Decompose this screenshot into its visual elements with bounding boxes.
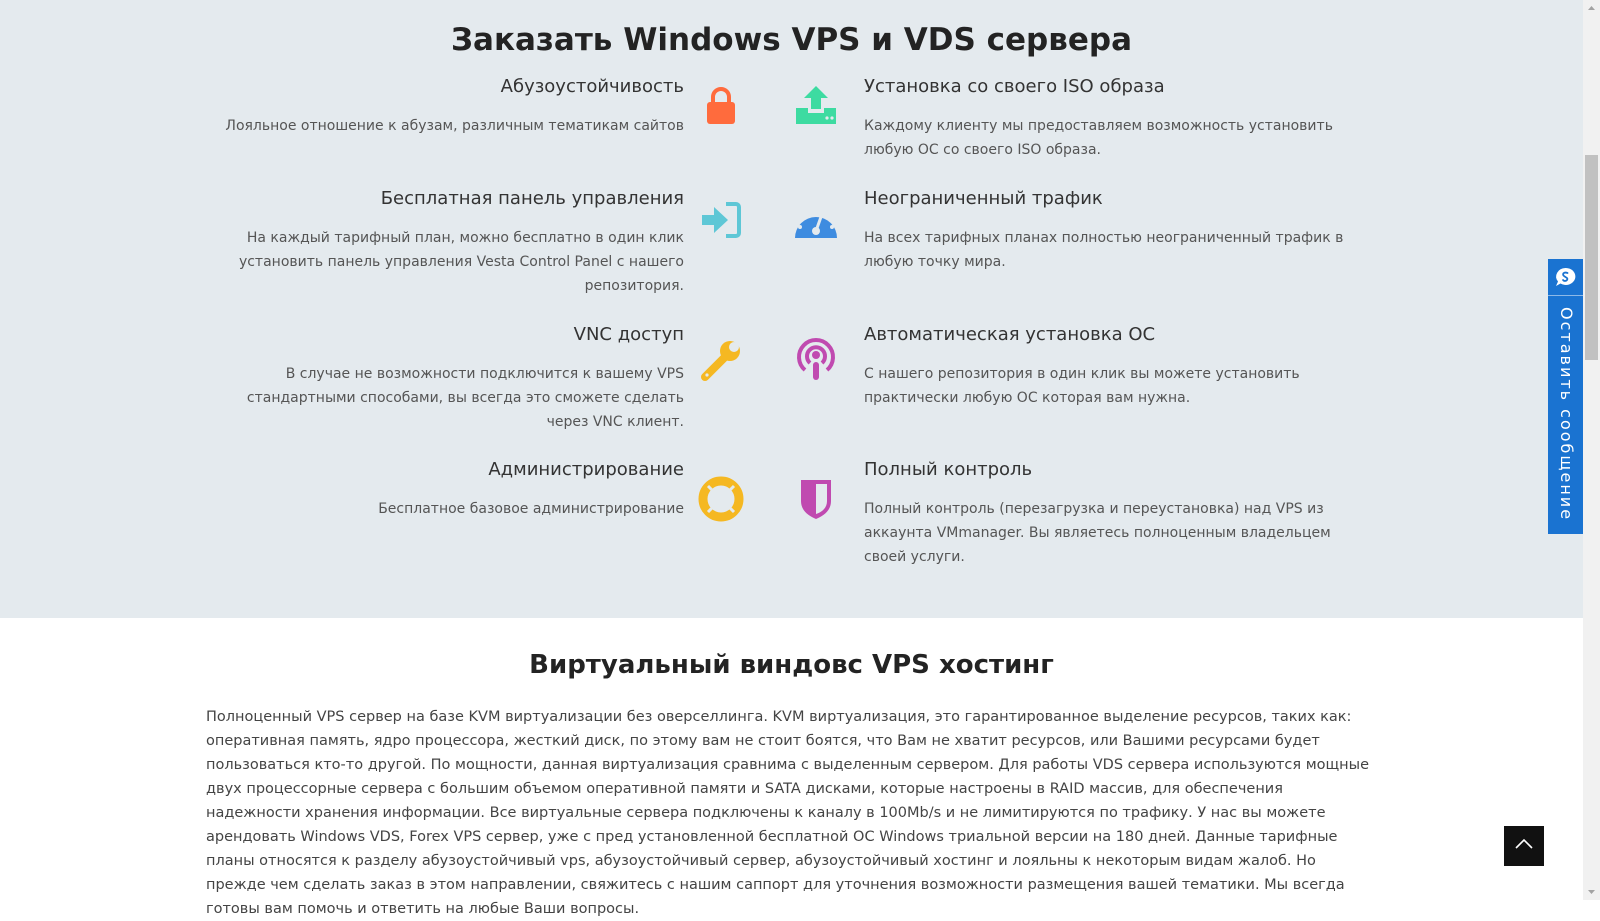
feature-auto-os-install — [864, 323, 1354, 410]
sign-in-icon — [698, 197, 744, 243]
chat-widget-label[interactable]: Оставить сообщение — [1557, 307, 1576, 522]
feature-control-panel — [204, 187, 684, 298]
feature-text: В случае не возможности подключится к вашему VPS стандартными способами, вы всегда это сможете сделать через VNC клиент. — [246, 366, 684, 430]
lifebuoy-icon — [698, 476, 744, 522]
content-text: Полноценный VPS сервер на базе KVM виртуализации без оверселлинга. KVM виртуализация, это гарантированное выделение ресурсов, таких как: оперативная память, ядро процессора, жесткий диск, по этому вам не стоит боятся, что Вам не хватит ресурсов, или Вашими ресурсами будет пользоваться кто-то другой. По мощности, данная виртуализация сравнима с выделенным сервером. Для работы VDS сервера используются мощные двух процессорные сервера с большим объемом оперативной памяти и SATA дисками, которые настроены в RAID массив, для обеспечения надежности хранения информации. Все виртуальные сервера подключены к каналу в 100Mb/s и не лимитируются по трафику. У нас вы можете арендовать Windows VDS, Forex VPS сервер, уже с пред установленной бесплатной ОС Windows триальной версии на 180 дней. Данные тарифные планы относятся к разделу абузоустойчивый vps, абузоустойчивый сервер, абузоустойчивый хостинг и лояльны к некоторым видам жалоб. Но прежде чем сделать заказ в этом направлении, свяжитесь с нашим саппорт для уточнения возможности размещения вашей тематики. Мы всегда готовы вам помочь и ответить на любые Ваши вопросы. — [206, 709, 1370, 917]
feature-text: Полный контроль (перезагрузка и переустановка) над VPS из аккаунта VMmanager. Вы являетесь полноценным владельцем своей услуги. — [864, 501, 1331, 565]
scrollbar-thumb[interactable] — [1585, 155, 1598, 360]
chat-bubble-icon — [1554, 266, 1577, 289]
feature-title: Автоматическая установка ОС — [864, 324, 1156, 345]
feature-title: Абузоустойчивость — [500, 76, 684, 97]
feature-vnc-access — [204, 323, 684, 434]
wrench-icon — [698, 336, 744, 382]
page-scrollbar[interactable] — [1583, 0, 1600, 900]
feature-text: Каждому клиенту мы предоставляем возможность установить любую ОС со своего ISO образа. — [864, 118, 1333, 158]
feature-full-control — [864, 458, 1354, 569]
features-title: Заказать Windows VPS и VDS сервера — [451, 22, 1132, 58]
feature-text: На всех тарифных планах полностью неограниченный трафик в любую точку мира. — [864, 230, 1344, 270]
chevron-up-icon — [1514, 837, 1534, 856]
chat-widget-tab[interactable] — [1548, 259, 1583, 534]
feature-title: VNC доступ — [573, 324, 684, 345]
feature-title: Неограниченный трафик — [864, 188, 1103, 209]
feature-title: Полный контроль — [864, 459, 1033, 480]
feature-iso-install — [864, 75, 1354, 162]
feature-title: Администрирование — [488, 459, 684, 480]
feature-text: Бесплатное базовое администрирование — [378, 501, 684, 517]
feature-abuse-resistance — [204, 75, 684, 138]
feature-text: На каждый тарифный план, можно бесплатно в один клик установить панель управления Vesta Control Panel с нашего репозитория. — [238, 230, 684, 294]
feature-administration — [204, 458, 684, 521]
scroll-up-arrow-icon[interactable] — [1583, 0, 1600, 17]
scroll-to-top-button[interactable] — [1504, 826, 1544, 866]
feature-unlimited-traffic — [864, 187, 1354, 274]
feature-title: Бесплатная панель управления — [380, 188, 684, 209]
speedometer-icon — [793, 197, 839, 243]
shield-icon — [793, 476, 839, 522]
chat-separator — [1548, 295, 1583, 296]
upload-icon — [793, 82, 839, 128]
podcast-icon — [793, 336, 839, 382]
feature-title: Установка со своего ISO образа — [864, 76, 1165, 97]
scroll-down-arrow-icon[interactable] — [1583, 883, 1600, 900]
feature-text: Лояльное отношение к абузам, различным тематикам сайтов — [225, 118, 684, 134]
lock-icon — [698, 82, 744, 128]
feature-text: С нашего репозитория в один клик вы можете установить практически любую ОС которая вам нужна. — [864, 366, 1300, 406]
content-title: Виртуальный виндовс VPS хостинг — [529, 650, 1054, 680]
